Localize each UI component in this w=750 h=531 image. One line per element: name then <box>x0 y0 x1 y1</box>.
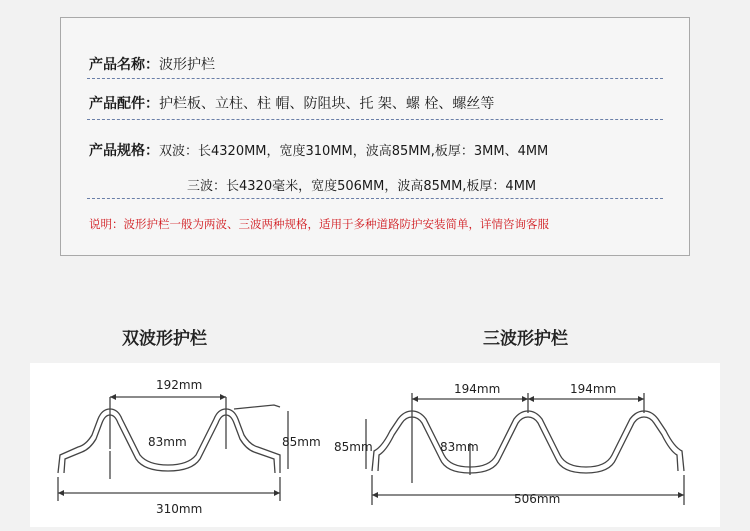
dim-depth-label: 83mm <box>148 435 187 449</box>
spec-double-wave: 双波：长4320MM，宽度310MM，波高85MM,板厚：3MM、4MM <box>159 144 549 159</box>
spec-panel <box>60 17 690 256</box>
dim-height-label: 85mm <box>334 440 373 454</box>
dim-height-label: 85mm <box>282 435 321 449</box>
divider <box>87 119 663 120</box>
dim-depth-label: 83mm <box>440 440 479 454</box>
dim-width-label: 506mm <box>514 492 561 506</box>
double-wave-diagram-panel <box>30 363 338 527</box>
divider <box>87 78 663 79</box>
spec-triple-wave: 三波：长4320毫米，宽度506MM，波高85MM,板厚：4MM <box>187 179 537 194</box>
divider <box>87 198 663 199</box>
double-wave-title: 双波形护栏 <box>122 329 207 349</box>
note-text: 说明：波形护栏一般为两波、三波两种规格，适用于多种道路防护安装简单，详情咨询客服 <box>89 217 549 231</box>
product-parts-label: 产品配件： <box>89 96 159 112</box>
product-name-value: 波形护栏 <box>159 57 215 73</box>
product-name-label: 产品名称： <box>89 57 159 73</box>
dim-top-2-label: 194mm <box>570 382 617 396</box>
product-spec-row <box>89 140 548 160</box>
triple-wave-title: 三波形护栏 <box>483 329 568 349</box>
product-parts-row <box>89 93 494 113</box>
product-parts-value: 护栏板、立柱、柱 帽、防阻块、托 架、螺 栓、螺丝等 <box>159 96 495 112</box>
dim-top-label: 192mm <box>156 378 203 392</box>
triple-wave-diagram <box>330 363 720 527</box>
product-spec-label: 产品规格： <box>89 143 159 159</box>
dim-top-1-label: 194mm <box>454 382 501 396</box>
double-wave-diagram <box>30 363 338 527</box>
triple-wave-diagram-panel <box>330 363 720 527</box>
product-name-row <box>89 54 215 74</box>
dim-width-label: 310mm <box>156 502 203 516</box>
